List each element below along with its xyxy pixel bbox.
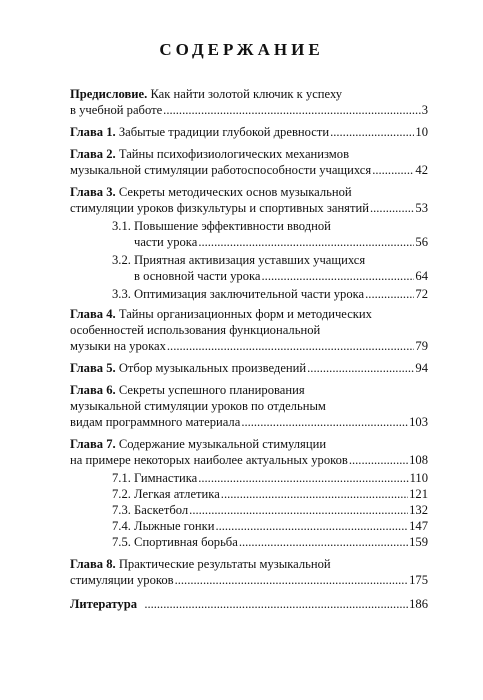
toc-entry-ch4-mid	[70, 322, 320, 338]
page-number: 56	[415, 235, 428, 249]
toc-entry-s3-2-end	[134, 268, 428, 284]
toc-entry-s7-2	[112, 486, 428, 502]
toc-entry-ch8-end	[70, 572, 428, 588]
toc-entry-ch2	[70, 146, 349, 162]
dot-leader	[163, 102, 421, 118]
toc-entry-ch8	[70, 556, 331, 572]
entry-label: Глава 5.	[70, 361, 116, 375]
page-number: 10	[415, 125, 428, 139]
toc-entry-s3-1-end	[134, 234, 428, 250]
toc-entry-s3-3	[112, 286, 428, 302]
entry-title-cont: части урока	[134, 235, 198, 249]
entry-title: Практические результаты музыкальной	[118, 557, 331, 571]
entry-title-cont: на примере некоторых наиболее актуальных уроков	[70, 453, 348, 467]
toc-entry-ch3	[70, 184, 352, 200]
entry-label: Глава 8.	[70, 557, 116, 571]
entry-title: Секреты успешного планирования	[118, 383, 305, 397]
dot-leader	[175, 572, 409, 588]
toc-entry-ch5	[70, 360, 428, 376]
dot-leader	[365, 286, 414, 302]
toc-entry-ch4	[70, 306, 372, 322]
page-number: 42	[415, 163, 428, 177]
dot-leader	[221, 486, 408, 502]
entry-title: 7.2. Легкая атлетика	[112, 487, 220, 501]
dot-leader	[241, 414, 408, 430]
dot-leader	[330, 124, 414, 140]
entry-label: Глава 7.	[70, 437, 116, 451]
entry-title: Тайны психофизиологических механизмов	[118, 147, 350, 161]
entry-title: Тайны организационных форм и методических	[118, 307, 372, 321]
page-number: 121	[409, 487, 428, 501]
toc-entry-ch6	[70, 382, 305, 398]
dot-leader	[239, 534, 408, 550]
page-number: 79	[415, 339, 428, 353]
page-number: 186	[409, 597, 428, 611]
entry-title-cont: в основной части урока	[134, 269, 261, 283]
entry-title: 7.3. Баскетбол	[112, 503, 189, 517]
page-number: 147	[409, 519, 428, 533]
page-number: 53	[415, 201, 428, 215]
dot-leader	[144, 596, 408, 612]
dot-leader	[262, 268, 415, 284]
entry-title: 3.1. Повышение эффективности вводной	[112, 219, 331, 233]
toc-entry-ch1	[70, 124, 428, 140]
entry-title-cont: стимуляции уроков	[70, 573, 174, 587]
page-number: 159	[409, 535, 428, 549]
toc-entry-s7-5	[112, 534, 428, 550]
entry-label: Глава 1.	[70, 125, 116, 139]
dot-leader	[215, 518, 408, 534]
toc-entry-s3-2	[112, 252, 365, 268]
page-number: 3	[421, 103, 428, 117]
entry-title: Содержание музыкальной стимуляции	[118, 437, 327, 451]
entry-label: Глава 4.	[70, 307, 116, 321]
toc-entry-s3-1	[112, 218, 331, 234]
entry-title-cont: музыкальной стимуляции работоспособности учащихся	[70, 163, 372, 177]
toc-entry-literature	[70, 596, 428, 612]
entry-label: Глава 3.	[70, 185, 116, 199]
toc-entry-ch3-end	[70, 200, 428, 216]
page-number: 132	[409, 503, 428, 517]
page-number: 108	[409, 453, 428, 467]
toc-entry-s7-4	[112, 518, 428, 534]
entry-title-cont: видам программного материала	[70, 415, 241, 429]
dot-leader	[189, 502, 408, 518]
entry-title-cont: музыки на уроках	[70, 339, 166, 353]
entry-title: Как найти золотой ключик к успеху	[150, 87, 343, 101]
entry-title: 7.1. Гимнастика	[112, 471, 198, 485]
entry-title: Забытые традиции глубокой древности	[118, 125, 330, 139]
page-number: 110	[409, 471, 428, 485]
dot-leader	[167, 338, 415, 354]
entry-label: Глава 2.	[70, 147, 116, 161]
page-title: СОДЕРЖАНИЕ	[159, 40, 324, 59]
page-number: 64	[415, 269, 428, 283]
entry-title: Секреты методических основ музыкальной	[118, 185, 352, 199]
entry-title: Отбор музыкальных произведений	[118, 361, 307, 375]
dot-leader	[198, 470, 408, 486]
entry-title: 3.2. Приятная активизация уставших учащихся	[112, 253, 366, 267]
entry-title-cont: в учебной работе	[70, 103, 163, 117]
entry-label: Предисловие.	[70, 87, 148, 101]
dot-leader	[349, 452, 408, 468]
toc-entry-ch2-end	[70, 162, 428, 178]
entry-label: Глава 6.	[70, 383, 116, 397]
toc-entry-preface-end	[70, 102, 428, 118]
toc-entry-s7-3	[112, 502, 428, 518]
toc-entry-ch7	[70, 436, 326, 452]
entry-title: 7.5. Спортивная борьба	[112, 535, 238, 549]
page-number: 175	[409, 573, 428, 587]
dot-leader	[198, 234, 414, 250]
toc-entry-ch6-end	[70, 414, 428, 430]
toc-entry-ch4-end	[70, 338, 428, 354]
page-number: 94	[415, 361, 428, 375]
toc-entry-preface	[70, 86, 342, 102]
toc-entry-ch7-end	[70, 452, 428, 468]
entry-title-cont: музыкальной стимуляции уроков по отдельным	[70, 399, 326, 413]
toc-entry-ch6-mid	[70, 398, 326, 414]
dot-leader	[372, 162, 414, 178]
entry-label: Литература	[70, 597, 138, 611]
entry-title-cont: стимуляции уроков физкультуры и спортивных занятий	[70, 201, 369, 215]
page-number: 103	[409, 415, 428, 429]
dot-leader	[307, 360, 414, 376]
toc-entry-s7-1	[112, 470, 428, 486]
entry-title-cont: особенностей использования функциональной	[70, 323, 321, 337]
dot-leader	[370, 200, 414, 216]
page-number: 72	[415, 287, 428, 301]
entry-title: 7.4. Лыжные гонки	[112, 519, 215, 533]
entry-title: 3.3. Оптимизация заключительной части урока	[112, 287, 365, 301]
